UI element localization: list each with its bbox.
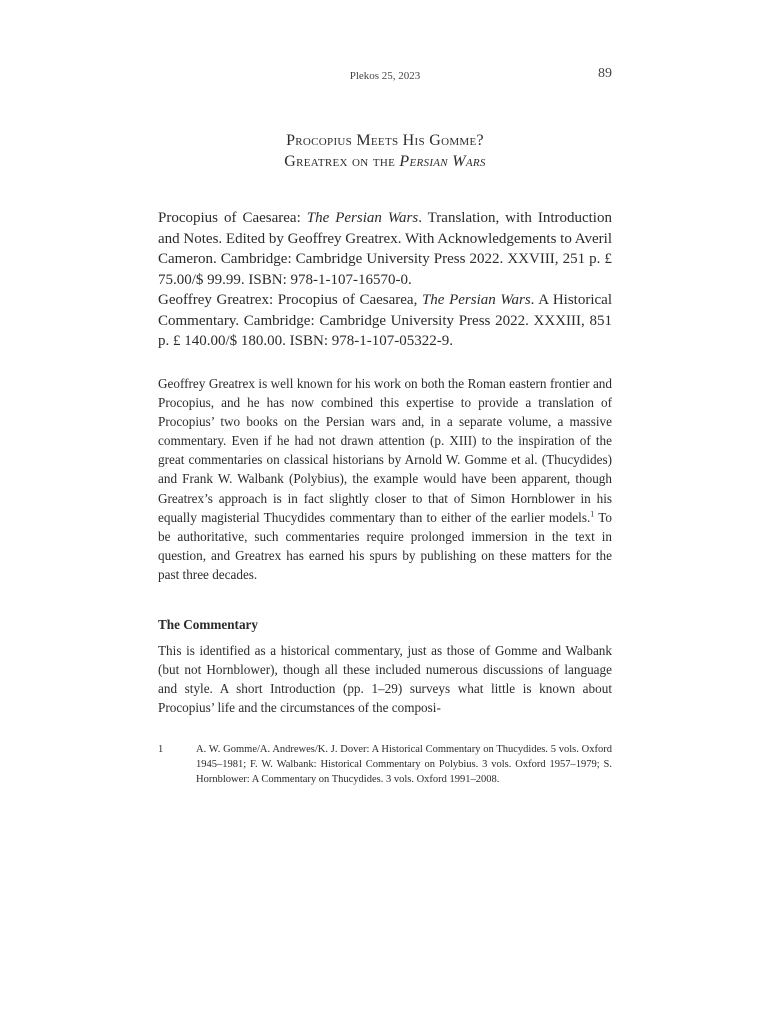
title-line-1: Procopius Meets His Gomme? [286, 132, 484, 149]
footnote-text: A. W. Gomme/A. Andrewes/K. J. Dover: A Historical Commentary on Thucydides. 5 vols. Oxford 1945–1981; F. W. Walbank: Historical Commentary on Polybius. 3 vols. Oxford 1957–1979; S. Hornblower: A Commentary on Thucydides. 3 vols. Oxford 1991–2008. [196, 744, 612, 786]
footnote-number: 1 [158, 744, 164, 755]
book-title-italic: The Persian Wars [421, 292, 531, 308]
footnote [158, 742, 612, 788]
bibliographic-entry-translation: Procopius of Caesarea: The Persian Wars. Translation, with Introduction and Notes. Edited by Geoffrey Greatrex. With Acknowledgements to Averil Cameron. Cambridge: Cambridge University Press 2022. XXVIII, 251 p. £ 75.00/$ 99.99. ISBN: 978-1-107-16570-0. [158, 210, 612, 288]
footnote-reference[interactable]: 1 [590, 509, 595, 519]
bibliographic-entry-commentary: Geoffrey Greatrex: Procopius of Caesarea, The Persian Wars. A Historical Commentary. Cambridge: Cambridge University Press 2022. XXXIII, 851 p. £ 140.00/$ 180.00. ISBN: 978-1-107-05322-9. [158, 292, 612, 349]
body-paragraph-1: Geoffrey Greatrex is well known for his work on both the Roman eastern frontier and Procopius, and he has now combined this expertise to provide a translation of Procopius’ two books on the Persian wars and, in a separate volume, a massive commentary. Even if he had not drawn attention (p. XIII) to the inspiration of the great commentaries on classical historians by Arnold W. Gomme et al. (Thucydides) and Frank W. Walbank (Polybius), the example would have been apparent, though Greatrex’s approach is in fact slightly closer to that of Simon Hornblower in his equally magisterial Thucydides commentary than to either of the earlier models.$^1$ To be authoritative, such commentaries require prolonged immersion in the text in question, and Greatrex has earned his spurs by publishing on these matters for the past three decades. [158, 376, 612, 582]
page-number: 89 [598, 66, 612, 81]
article-title [158, 130, 612, 172]
body-paragraph-2: This is identified as a historical commentary, just as those of Gomme and Walbank (but not Hornblower), though all these included numerous discussions of language and style. A short Introduction (pp. 1–29) surveys what little is known about Procopius’ life and the circumstances of the composi- [158, 643, 612, 716]
book-title-italic: The Persian Wars [306, 210, 419, 226]
title-italic-persian-wars: Persian Wars [399, 153, 486, 170]
title-line-2: Greatrex on the Persian Wars [284, 153, 486, 170]
section-heading: The Commentary [158, 617, 258, 632]
journal-citation: Plekos 25, 2023 [349, 70, 421, 82]
running-header [158, 66, 612, 86]
